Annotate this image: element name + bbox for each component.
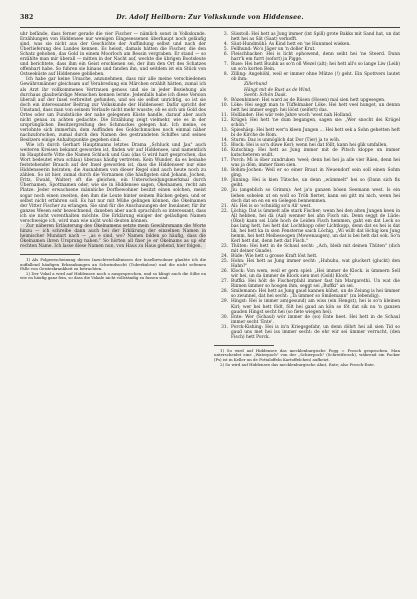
list-item [214,32,400,42]
list-item [214,188,400,203]
list-item [214,158,400,168]
nickname-list [214,32,400,340]
item-text: Seeht: Schön Daak. [244,92,288,98]
item-text: Porck-Kishing: Hei is in'n Kriegsgefahr, un denn döhrt hei all sien Tid so gaud uns met hei iss immer secht: de ehr wir sei ümmer verrucht, (den Fisch) hett Porck. [231,324,400,340]
list-item [214,244,400,254]
item-number: 14. [221,137,228,143]
item-text: Zilling: Angehöhl, weil er immer ohne Mütze (!) geht. Ein Spottvers lautet ob ihm: [231,72,400,83]
item-text: Ali: Hei is so 'schnidig so'n Ali' west. [231,203,312,209]
list-item [214,178,400,188]
item-text: Kutsching: Hei hett as Jung immer mit de Pitsch kloppe un immer kutscheteren wullt. [231,148,400,159]
item-number: 10. [221,102,228,108]
item-text: Holländer: Hei wär vele Jahre woch 'west nah Holland. [231,112,353,118]
document-page [20,14,400,588]
footnote: 1) Als Folgeerscheinung dieses Inzuchtverhältnisses der Inselbewohner glaubte ich die auffallend häufigen Erkrankungen an Schwindsucht (Tuberkulose) und die nicht seltenen Fälle von Geisteskrankheit zu betrachten. [20,257,206,272]
item-number: 24. [221,254,228,260]
item-text: Jünning: Hei is kien Tütsche, un denn „wümmelt" hei so (Dann sich fix geiht. [231,178,400,189]
item-text: Säut-Hundmühl: As Kind hett en 'ne Hunnmel wieken. [231,42,351,48]
item-number: 23. [221,243,228,249]
footnote-rule [20,254,80,255]
item-number: 19. [221,178,228,184]
item-text: Buffki: Hei hölt de Fischerpfahl immer fast hin Margarethi. Un wat die Rinnen ümmer so hoogen ihm, seggt sei „Buffki" an sei. [231,279,400,290]
item-text: Büde: Wie hett u grosse Kraft löst hett. [231,254,318,260]
header-rule [20,27,400,28]
item-number: 20. [221,188,228,194]
item-text: Ente: Wer (Schaul) wör immer de (so) Ente heet. Hei hett in de Schaul immer secht 'Ente'. [231,314,400,325]
list-item [214,118,400,128]
item-number: 16. [221,148,228,154]
list-item [214,259,400,269]
left-column [20,32,206,367]
paragraph: uhr befände, dass ferner gerade die vier Fischer — nämlich sonst in Volkskunde. Erzählungen von Hiddensee nur wenigen Eingesessenen überhaupt noch geläufig sind, was sie nicht aus der Geschichte der Auffindung selbst und nach der Überlieferung des Landes kennen. Es heisst, damals hätten die Fischer, die den Schatz gehoben, das Gold in einem Moorloch am Bessin vergraben. Er stand — so erzählte man mir überall — mitten in der Nacht auf, weckte die übrigen Bootsleute und berichtete, dass ihm ein Geist erschienen sei, der ihm den Ort des Schatzes offenbart habe. So fuhren sie hinaus und fanden ihn, und seitdem ist ein Stück von Ostseeküste auf Hiddensee geblieben. [20,32,206,78]
footnote: 2) Der Vokal a wird auf Hiddensee noch o ausgesprochen, und so klingt auch die Silbe en wie en häufig ganz fein, so dass die Vokale nicht vollständig zu fassen sind. [20,270,206,281]
two-column-body [20,32,400,367]
item-text: Löchig: Dat is ümmelt alle stark Fischer; wenn hei den alten Jungen keen in Äll hebben, hei dä (Aal) wenner hei ahn Fisch sin. Denn seggt de Lüde: (Ökel) kann sei Lüde hoch de Leiden Fisch hemmen, gaht em dat Leck so bas lang hett, hei hett dat Lochtkopp oder Lichtkopp, denn dat es hei is dat lik, hei hett ka in sien Fensterne saich Löchig. „Wi willt dat löchig ken Jung hemm, hei hett Meibesoogen (Mowenaugen), un dat is bei hett dat ook. So'n Kerl hett dat, denn hett dat Fisch." [231,208,400,244]
list-item [214,128,400,138]
item-number: 12. [221,117,228,123]
list-item [214,72,400,82]
paragraph: Ich habe gar keine Ursache, anzunehmen, dass mir alle meine verschiedenen Gewährsmänner gleichsam auf Verabredung ein Märchen erzählt hätten, zumal ich als Arzt ihr vollkommenes Vertrauen genoss und sie in jeder Beziehung als durchaus glaubwürdige Menschen kennen lernte. Jedenfalls habe ich diese Version überall auf der Insel verbreitet gefunden, und sei sie selbst unrichtig, so ist sie doch ein interessanter Beitrag zur Volkskunde der Hiddenseer. Dafür spricht der Umstand, dass man von seinem Verlaufe nicht mehr wusste; ob es sich um Gold des Ortes oder um Fundstücke der nahe gelegenen Küste handle, darauf aber auch nicht genau zu achten gedachte. Die Erzählung zeigt vielmehr, wie es in der ursprünglichen Besitzergreifung des Schmuckes gelegen hat. Ich meine, es verlohnte sich immerhin, dem Auffinden des Goldschmuckes noch einmal näher nachzuforschen, zumal durch den Namen des gestrandeten Schiffes und seines Besitzers einige Anhaltspunkte gegeben sind. [20,77,206,143]
item-number: 17. [221,158,228,164]
item-number: 30. [221,314,228,320]
item-number: 25. [221,259,228,265]
paragraph: Wie ich durch Gerhart Hauptmanns letztes Drama „Schluck und Jau" auch weiteren Kreisen bekannt geworden ist, finden wir auf Hiddensee, und namentlich im Hauptdorfe Vitte die Namen Schluck und Gau (das G wird hart gesprochen, das Wort bedeutet etwa schlau) überaus häufig vertreten. Kein Wunder, da es beinahe feststehender Brauch auf der Insel geworden ist, dass die Hiddenseer nur eine Hiddenseerin heiraten; die Ausnahmen von dieser Regel sind auch heute noch zu zählen. So ist hier, zumal durch die Vornamen (die häufigsten sind Johann, Jochen, Fritz, Ewald, Walter) oft die gleichen, ein Unterscheidungsmerkmal durch Übernamen, Spottnamen oder, wie sie in Hiddensee sagen, Ökelnamen, recht am Platze. Jeder erwachsene männliche Dorfbewohner besitzt einen solchen, meist sogar noch einen zweiten, den ihm die Leute hinter seinem Rücken geben, und er selbst nicht erfahren soll. Es hat nur mit Mühe gelingen können, die Ökelnamen der Vitter Fischer zu erlangen. Sie sind für die Anschauungen der Insulaner, für ihr ganzes Wesen sehr bezeichnend, daneben aber auch sprachlich so interessant, dass ich sie nicht vorenthalten möchte. Die Erklärung einiger der geläufigen Namen verschweige ich, wird man wie nicht wohl deuten können. [20,143,206,224]
item-number: 27. [221,279,228,285]
list-item [214,269,400,279]
item-number: 11. [221,112,228,118]
item-text: Ruse: Hei hett Buuhk as so'n oll Wezel (alt); hei hett all's so lange Liw (Leib) un so'n korten Bein. [231,62,400,73]
item-number: 6. [223,52,228,58]
item-text: Hingst: Hei is immer am(gesund) am wiss (ein Hengst), hei is so'n kleinen Kirl; wer hei hett födt, fölt hei gaud an kön so föt dat sik nu 'n ganzen gauden Hingst secht hei (so fiete wiegen hei). [231,299,400,315]
right-column [214,32,400,367]
running-title: Dr. Adolf Heilborn: Zur Volkskunde von Hiddensee. [116,14,304,21]
page-header [20,14,400,26]
list-item [214,315,400,325]
item-number: 8. [223,72,228,78]
item-text: Zillerhund [244,82,268,88]
list-item [214,299,400,314]
item-number: 7. [223,62,228,68]
item-number: 18. [221,168,228,174]
item-text: Sturm: Daz is unmöglich dat Dor (Tier) ja to wöh. [231,137,341,143]
item-text: Jiu (angeblich so Grimm): Aet ja'n ganzen bösen Seemann west. Is ein liehen sobelen ut en woll so Tröh fiertet, kann sei gitt mi nich, wenn hei doch dat en en en en Gelegen bennemmen. [231,188,400,204]
list-item [214,325,400,340]
item-number: 15. [221,143,228,149]
item-number: 13. [221,127,228,133]
item-text: Block: Hei is so'n düwe Kerl; wenn hei dat föllt, kann hei glik umfallen. [231,143,388,149]
list-item [214,209,400,244]
paragraph: Zur näheren Erläuterung des Ökelnamens setzte mein Gewährsmann die Worte hinzu — ich schreibe dann auch bei der Erklärung der einzelnen Namen in heimischer Mundart nach — „as e sind, wo? Namen bilden so häufig, dass die Ökelnamen ihren Ursprung haben." So hörten all fixer je er Ökelnams as up ehr rechten Name. Ich lasse diese Namen nun, von Haus zu Haus gehend, hier folgen. [20,223,206,249]
item-number: 22. [221,208,228,214]
item-text: Krügel: Hei hett 'ne dum begangen, sagen sie: „Wer snocht dei Krügel schön." [231,117,400,128]
item-number: 4. [223,42,228,48]
item-text: Bözenbinner: Hei ward as de Rüsen (Hosen) mal sien hett upgesegen. [231,97,386,103]
item-text: Klock: Von wem, weil er gern spiel: „Hei immer de Klock. is ümmern Sell wir hei, un da ümmer de Klock sien mot (Gold) Klock." [231,269,400,280]
item-text: Thüten: Hei hett in de Schaul secht: „Ach, bleib mit deinen Thüten" (dich mit deiner Gnade). [231,243,400,255]
item-text: Hängt mit de Rust as de Wind, [244,87,312,93]
item-text: Fleischhacker: Hei is licht ophowend, denn seiht hei 'ne Steerd. Dunn harr'k em furrt (sofort) ja Pigge. [231,52,400,63]
item-text: Fellhund: Wo's Jäger un 'n doller Krut. [231,47,316,53]
list-item [214,279,400,289]
item-text: Bohim-Jochen: Weil er so einer Braut in Neuendorf sein soll einen Sohm ging. [231,168,400,179]
item-number: 28. [221,289,228,295]
item-text: Spieshäsp: Hei hett wer'n kleen Jungen ... Hei hett sek a Sohn gehetten heft bi de Kirche de Rom. [231,127,400,138]
page-number: 382 [20,14,34,21]
item-text: Hohn: Hei hett as Jung immer secht: „Huhuhu, wat gluckert (gluckt) den Hahn?" [231,259,400,270]
item-number: 31. [221,324,228,330]
list-item [214,289,400,299]
item-number: 9. [223,97,228,103]
footnote-rule [214,345,274,346]
item-number: 3. [223,32,228,37]
footnote: 2) So wird auf Hiddensee das mecklenburgische Ahnt, Ente; also Frosch-Ente. [220,361,375,367]
item-text: Süsstoll: Hei hett as Jung immer (int Spill) grote Bakks mit Sand hat, un dat hett hei as Sät (Saat) verkofft. [231,32,400,43]
list-item [214,168,400,178]
item-number: 29. [221,299,228,305]
footnote: 1) So wird auf Hiddensee das mecklenburgische Pogg = Frosch gesprochen. Man unterscheidet eine „Waterpoch" von der „Schierpoch" (Schreitfrosch), während ein Pocker (Ps) ist in Keller un de Pottaloffeln Kartoffelchen) aufheizt. [214,347,400,363]
item-text: Porch: Mi is öber zundruken 'weel; denn hei hei ja alle vier Räen, denn hei was ja döm, immer fixen sien. [231,158,400,169]
list-item [214,148,400,158]
list-item [214,62,400,72]
list-item [214,52,400,62]
item-number: 26. [221,269,228,275]
item-text: Löke: Hei seggt man to Tüffelmaker Löke. Hei hett veel hunget, un dennn hett hei immer seggt: hei lööst (seifert) das. [231,102,400,113]
item-number: 5. [223,47,228,53]
item-number: 21. [221,203,228,209]
item-text: Smilemann: Hei hett as Jung gaud kannen kühst, un de Zeiung is hei ümmer so zwunnel, dat hei secht: „Ta ümmer so Smilemann" (zu lebendig). [231,289,400,300]
list-item [214,103,400,113]
